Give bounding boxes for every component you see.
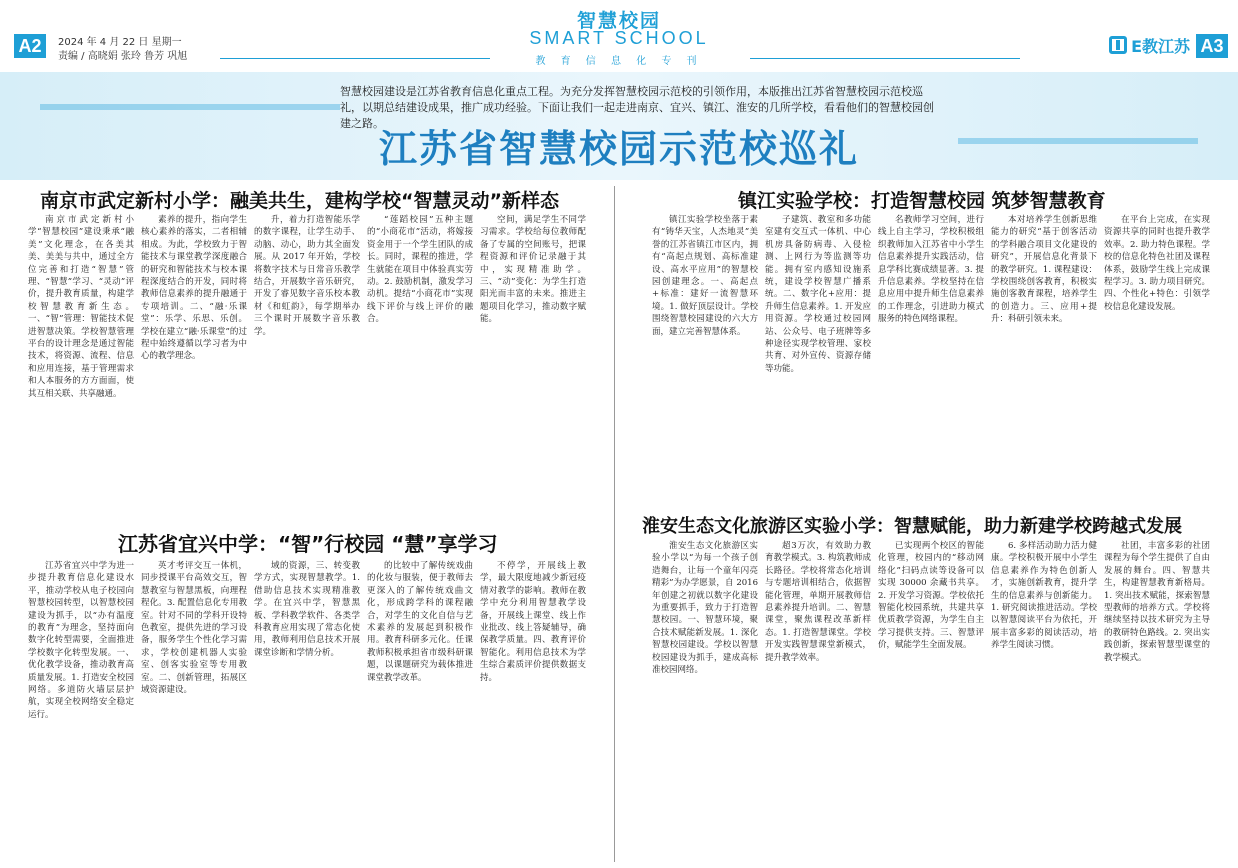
section-subtitle: 教 育 信 息 化 专 刊 xyxy=(535,56,703,67)
article-yixing-col3: 域的资源，三、转变教学方式，实现智慧教学。1. 借助信息技术实现精准教学。在宜兴中学，智慧黑板、学科教学软件、各类学科教育应用实现了常态化使用，教师利用信息技术开展课堂诊断和学情分析。 xyxy=(254,561,360,658)
article-zhenjiang-col4: 本对培养学生创新思维能力的研究“基于创客活动的学科融合项目文化建设的研究”，开展信息化背景下的教学研究。1. 课程建设：学校围绕创客教育，积极实施创客教育课程，培养学生的创造力。三、应用+提升：科研引领未来。 xyxy=(991,215,1097,325)
article-yixing-col1: 江苏省宜兴中学为进一步提升教育信息化建设水平，推动学校从电子校园向智慧校园转型，以智慧校园建设为抓手，以“办有温度的教育”为理念，坚持面向数字化转型需要，全面推进学校数字化转型发展。一、优化教学设备，推动教育高质量发展。1. 打造安全校园网络。多道防火墙层层护航，实现全校网络安全稳定运行。 xyxy=(28,561,134,720)
article-huaian-col4: 6. 多样活动助力活力健康。学校积极开展中小学生信息素养作为特色创新人才，实施创新教育，提升学生的信息素养与创新能力。1. 研究阅读推进活动。学校以智慧阅读平台为依托，开展丰富多彩的阅读活动，培养学生阅读习惯。 xyxy=(991,541,1097,651)
section-title: 智慧校园 xyxy=(576,10,661,32)
article-nanjing-col1: 南京市武定新村小学“智慧校园”建设秉承“融美”文化理念，在各美其美、美美与共中，通过全方位完善和打造“智慧”管理、“智慧”学习、“灵动”评价，提升教育质量，构建学校智慧教育新生态。一、“智”管理：智能技术促进智慧决策。学校智慧管理平台的设计理念是通过智能技术，将资源、流程、信息和应用连接，基于管理需求和人本服务的方方面面，使其互相关联、共享融通。 xyxy=(28,215,134,399)
article-nanjing-col5: 空间，满足学生不同学习需求。学校给每位教师配备了专属的空间账号，把课程资源和评价记录融于其中，实现精准助学。三、“动”变化：为学生打造阳光而丰富的未来。推进主题项目化学习，推动数字赋能。 xyxy=(480,215,586,325)
article-huaian-col3: 已实现两个校区的智能化管理，校园内的“移动网络化”扫码点读等设备可以实现 30000 余藏书共享。2. 开发学习资源。学校依托智能化校园系统，共建共享优质教学资源，为学生自主学习提供支持。三、智慧评价，赋能学生全面发展。 xyxy=(878,541,984,651)
article-huaian-col1: 淮安生态文化旅游区实验小学以“为每一个孩子创造舞台，让每一个童年闪亮精彩”为办学愿景，自 2016 年创建之初就以数字化建设为重要抓手，致力于打造智慧校园。一、智慧环境，聚合技术赋能新发展。1. 深化智慧校园建设。学校以智慧校园建设为抓手，建成高标准校园网络。 xyxy=(652,541,758,676)
article-huaian-col2: 超3万次，有效助力教育教学模式。3. 构筑教师成长路径。学校将常态化培训与专题培训相结合，依据智能化管理，单期开展教师信息素养提升培训。二、智慧课堂，聚焦课程改革新样态。1. 打造智慧课堂。学校开发实践智慧课堂新模式，提升教学效率。 xyxy=(765,541,871,663)
section-title-en: SMART SCHOOL xyxy=(529,28,709,48)
article-zhenjiang-col3: 名教师学习空间，进行线上自主学习，学校积极组织教师加入江苏省中小学生信息素养提升实践活动，信息学科比赛成绩显著。3. 提升信息素养。学校坚持在信息应用中提升师生信息素养的工作理念，引进助力模式服务的特色网络课程。 xyxy=(878,215,984,325)
page-number-left: A2 xyxy=(14,34,46,58)
article-title-zhenjiang: 镇江实验学校：打造智慧校园 筑梦智慧教育 xyxy=(738,190,1106,212)
article-zhenjiang-col1: 镇江实验学校坐落于素有“铸华天宝，人杰地灵”美誉的江苏省镇江市区内，拥有“高起点规划、高标准建设、高水平应用”的智慧校园创建理念。一、高起点+标准：建好一流智慧环境。1. 做好顶层设计。学校围绕智慧校园建设的六大方面，建立完善智慧体系。 xyxy=(652,215,758,337)
article-yixing-col2: 英才考评交互一体机，同步授课平台高效交互，智慧教室与智慧黑板，向理程程化。3. 配置信息化专用教室。针对不同的学科开设特色教室，提供先进的学习设备，服务学生个性化学习需求，学校创建机器人实验室、创客实验室等专用教室。二、创新管理，拓展区域资源建设。 xyxy=(141,561,247,696)
article-title-nanjing: 南京市武定新村小学：融美共生，建构学校“智慧灵动”新样态 xyxy=(40,190,559,212)
banner-intro: 智慧校园建设是江苏省教育信息化重点工程。为充分发挥智慧校园示范校的引领作用，本版推出江苏省智慧校园示范校巡礼，以期总结建设成果，推广成功经验。下面让我们一起走进南京、宜兴、镇江、淮安的几所学校，看看他们的智慧校园创建之路。 xyxy=(340,85,934,130)
article-title-yixing: 江苏省宜兴中学：“智”行校园 “慧”享学习 xyxy=(118,532,498,556)
article-zhenjiang-col5: 在平台上完成，在实现资源共享的同时也提升教学效率。2. 助力特色课程。学校的信息化特色社团及课程体系，鼓励学生线上完成课程学习。3. 助力项目研究。四、个性化+特色：引领学校信息化建设发展。 xyxy=(1104,215,1210,312)
page-header xyxy=(0,0,1238,68)
banner-title: 江苏省智慧校园示范校巡礼 xyxy=(378,127,859,171)
brand-logo xyxy=(1109,34,1190,56)
article-yixing-col4: 的比较中了解传统戏曲的化妆与服装，便于教师去更深入的了解传统戏曲文化，形成跨学科的课程融合，对学生的文化自信与艺术素养的发展起到积极作用。教育科研多元化。任课教师积极承担省市级科研课题，以课题研究为载体推进课堂教学改革。 xyxy=(367,561,473,683)
article-nanjing-col3: 升，着力打造智能乐学的数字课程，让学生动手、动脑、动心，助力其全面发展。从 2017 年开始，学校将数字技术与日常音乐教学结合，开展数字音乐研究，开发了睿见数字音乐校本教材《和虹韵》，每学期举办三个课时开展数字音乐教学。 xyxy=(254,215,360,337)
article-nanjing-col4: “莲蹈校园”五种主题的“小商花市”活动，将嫁接资金用于一个学生团队的成长。同时，课程的推进，学生就能在项目中体验真实劳动。2. 鼓励机制，激发学习动机。提结“小商花市”实现线下评价与线上评价的融合。 xyxy=(367,215,473,325)
issue-date: 2024 年 4 月 22 日 星期一 xyxy=(58,37,182,48)
brand-icon xyxy=(1109,36,1127,54)
article-zhenjiang-col2: 子建筑、教室和多功能室建有交互式一体机、中心机房具备防病毒、入侵检测、上网行为等监测等功能。拥有室内感知设施系统，建设学校智慧广播系统。二、数字化+应用：提升师生信息素养。1. 开发应用资源。学校通过校园网站、公众号、电子班牌等多种途径实现学校管理、家校共育、对外宣传、资源存储等功能。 xyxy=(765,215,871,374)
page-number-right: A3 xyxy=(1196,34,1228,58)
banner-decor-bar xyxy=(40,104,340,110)
article-nanjing-col2: 素养的提升，指向学生核心素养的落实，二者相辅相成。为此，学校致力于智能技术与课堂教学深度融合的研究和智能技术与校本课程深度结合的开发，同时将教师信息素养的提升融通于专项培训。二、“融·乐课堂”：乐学、乐思、乐创。学校在建立“融·乐课堂”的过程中始终遵循以学习者为中心的教学理念。 xyxy=(141,215,247,362)
brand-name: E教江苏 xyxy=(1131,36,1190,56)
article-huaian-col5: 社团，丰富多彩的社团课程为每个学生提供了自由发展的舞台。四、智慧共生，构建智慧教育新格局。1. 突出技术赋能，探索智慧型教师的培养方式。学校将继续坚持以技术研究为主导的教研特色路线。2. 突出实践创新，探索智慧型课堂的教学模式。 xyxy=(1104,541,1210,663)
article-yixing-col5: 不停学，开展线上教学，最大限度地减少新冠疫情对教学的影响。教师在教学中充分利用智慧教学设备，开展线上课堂、线上作业批改、线上答疑辅导，确保教学质量。四、教育评价智能化。利用信息技术为学生综合素质评价提供数据支持。 xyxy=(480,561,586,683)
center-column-divider xyxy=(614,186,615,862)
editors: 责编 / 高晓娟 张玲 鲁芳 巩旭 xyxy=(58,51,188,62)
article-title-huaian: 淮安生态文化旅游区实验小学：智慧赋能，助力新建学校跨越式发展 xyxy=(642,516,1182,537)
